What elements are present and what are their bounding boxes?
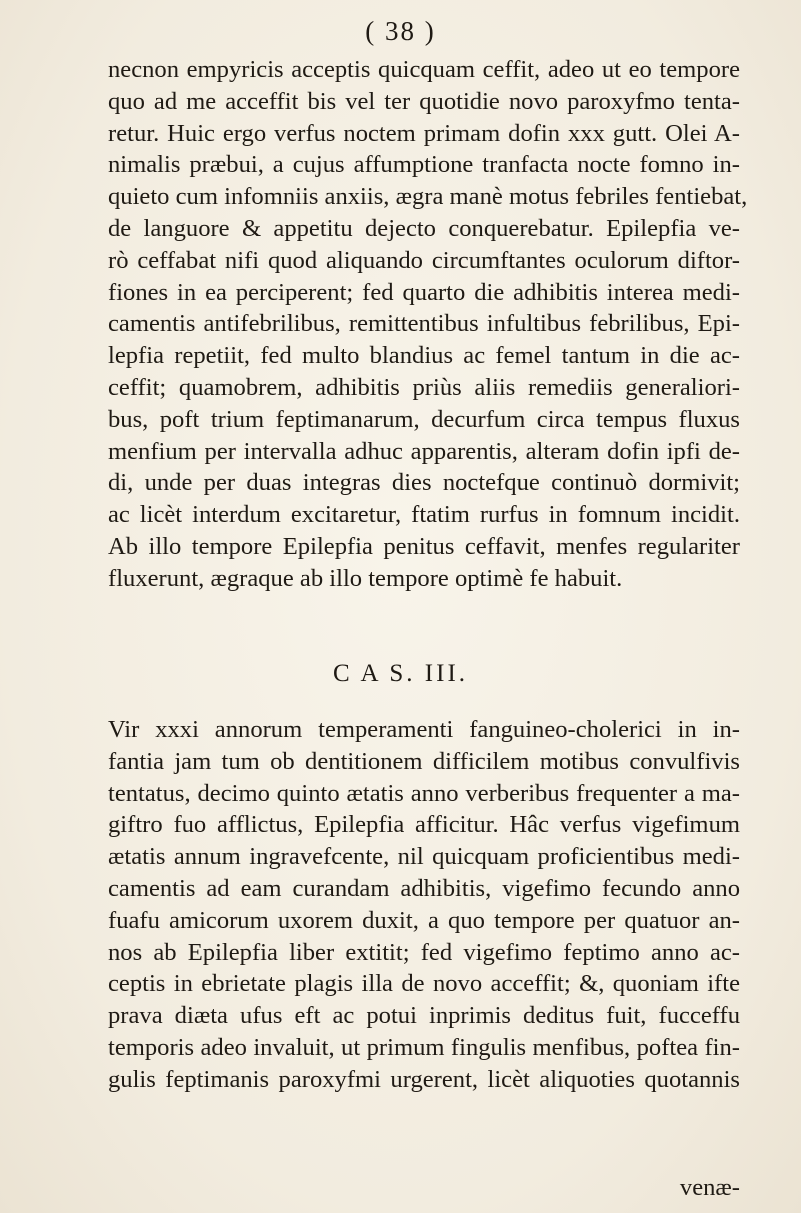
text-line: fiones in ea perciperent; fed quarto die adhibitis interea medi- [108,278,740,306]
text-line: di, unde per duas integras dies noctefque continuò dormivit; [108,469,740,497]
text-line: Vir xxxi annorum temperamenti fanguineo-cholerici in in- [108,716,740,743]
page-number: ( 38 ) [365,16,436,46]
text-line: lepfia repetiit, fed multo blandius ac femel tantum in die ac- [108,342,740,370]
catchword: venæ- [679,1174,740,1201]
text-line: retur. Huic ergo verfus noctem primam dofin xxx gutt. Olei A- [108,119,740,147]
text-line: gulis feptimanis paroxyfmi urgerent, licèt aliquoties quotannis [108,1065,740,1093]
text-line: menfium per intervalla adhuc apparentis, alteram dofin ipfi de- [108,437,740,465]
section-heading: C A S. III. [332,660,469,687]
text-line: Ab illo tempore Epilepfia penitus ceffavit, menfes regulariter [108,532,740,560]
text-line: camentis ad eam curandam adhibitis, vigefimo fecundo anno [108,874,740,902]
text-line: necnon empyricis acceptis quicquam ceffit, adeo ut eo tempore [108,56,740,83]
text-line: quieto cum infomniis anxiis, ægra manè motus febriles fentiebat, [108,183,748,211]
text-line: nos ab Epilepfia liber extitit; fed vigefimo feptimo anno ac- [108,938,740,966]
text-line: quo ad me acceffit bis vel ter quotidie novo paroxyfmo tenta- [108,87,740,115]
text-line: camentis antifebrilibus, remittentibus infultibus febrilibus, Epi- [108,310,740,338]
paragraph-case-2-conclusion [108,54,748,595]
text-line: fuafu amicorum uxorem duxit, a quo tempore per quatuor an- [108,906,740,934]
text-line: nimalis præbui, a cujus affumptione tranfacta nocte fomno in- [108,151,740,179]
text-line: tentatus, decimo quinto ætatis anno verberibus frequenter a ma- [108,779,740,807]
text-line: rò ceffabat nifi quod aliquando circumftantes oculorum diftor- [108,246,740,274]
text-line: ceptis in ebrietate plagis illa de novo acceffit; &, quoniam ifte [108,970,740,998]
text-line: fluxerunt, ægraque ab illo tempore optimè fe habuit. [108,564,623,592]
text-line: prava diæta ufus eft ac potui inprimis deditus fuit, fucceffu [108,1002,740,1030]
paragraph-case-3 [108,714,740,1096]
text-line: ac licèt interdum excitaretur, ftatim rurfus in fomnum incidit. [108,501,740,529]
text-line: bus, poft trium feptimanarum, decurfum circa tempus fluxus [108,405,740,433]
text-line: giftro fuo afflictus, Epilepfia afficitur. Hâc verfus vigefimum [108,811,740,839]
text-line: ceffit; quamobrem, adhibitis priùs aliis remediis generaliori- [108,373,740,401]
text-line: fantia jam tum ob dentitionem difficilem motibus convulfivis [108,747,740,775]
text-line: de languore & appetitu dejecto conquerebatur. Epilepfia ve- [108,214,740,242]
text-line: ætatis annum ingravefcente, nil quicquam proficientibus medi- [108,843,740,871]
text-line: temporis adeo invaluit, ut primum fingulis menfibus, poftea fin- [108,1033,740,1061]
